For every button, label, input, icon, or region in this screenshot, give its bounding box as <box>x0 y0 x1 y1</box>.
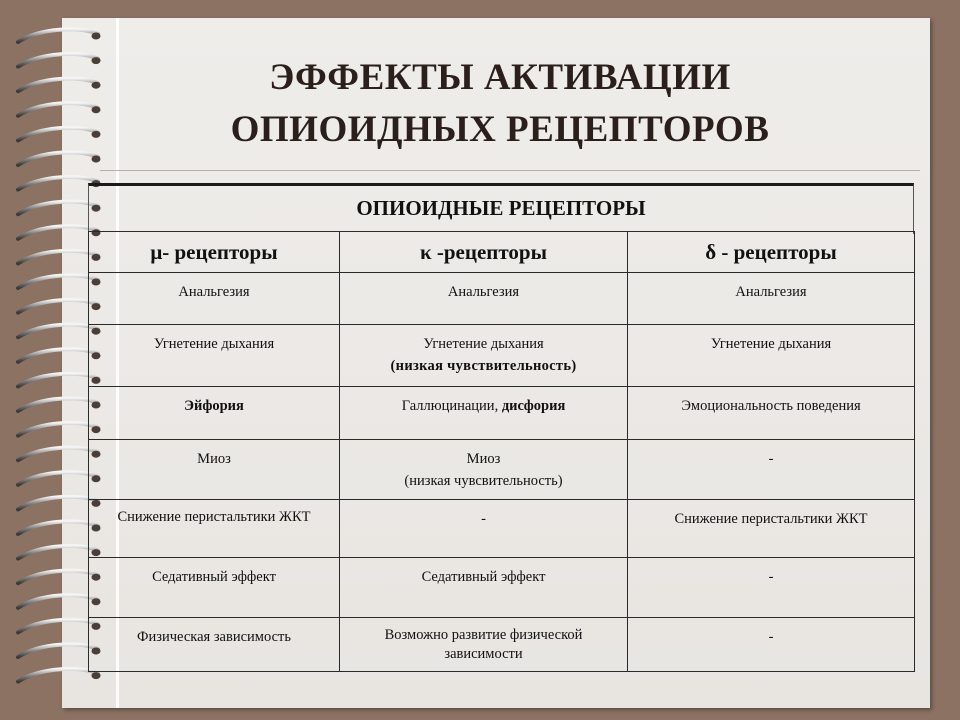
binding-hole <box>92 672 101 679</box>
cell-kappa-text: Миоз <box>466 451 501 467</box>
cell-kappa: Анальгезия <box>340 273 628 325</box>
spiral-coil <box>18 349 98 362</box>
cell-kappa: - <box>340 500 628 558</box>
cell-delta: Эмоциональность поведения <box>628 387 915 440</box>
cell-delta: - <box>628 618 915 672</box>
ruled-line <box>100 170 920 171</box>
binding-hole <box>92 156 101 163</box>
spiral-coil <box>18 275 98 288</box>
cell-mu: Эйфория <box>89 387 340 440</box>
spiral-coil <box>18 448 98 461</box>
cell-kappa-text: Угнетение дыхания <box>423 336 544 352</box>
spiral-coil <box>18 620 98 633</box>
spiral-coil <box>18 521 98 534</box>
table-row <box>89 325 915 387</box>
cell-delta: - <box>628 440 915 500</box>
table-row <box>89 273 915 325</box>
binding-hole <box>92 82 101 89</box>
cell-kappa <box>340 440 628 500</box>
table-row <box>89 500 915 558</box>
spiral-coil <box>18 595 98 608</box>
cell-kappa <box>340 325 628 387</box>
cell-mu: Седативный эффект <box>89 558 340 618</box>
slide-title <box>150 52 850 156</box>
spiral-coil <box>18 644 98 657</box>
cell-kappa: Седативный эффект <box>340 558 628 618</box>
cell-mu: Физическая зависимость <box>89 618 340 672</box>
title-line-1: ЭФФЕКТЫ АКТИВАЦИИ <box>269 57 731 98</box>
cell-kappa-text-a: Галлюцинации, <box>401 398 502 414</box>
spiral-coil <box>18 669 98 682</box>
table-header-label: ОПИОИДНЫЕ РЕЦЕПТОРЫ <box>356 196 646 220</box>
spiral-coil <box>18 251 98 264</box>
binding-hole <box>92 106 101 113</box>
cell-kappa <box>340 387 628 440</box>
spiral-coil <box>18 546 98 559</box>
binding-hole <box>92 131 101 138</box>
cell-delta: Снижение перистальтики ЖКТ <box>628 500 915 558</box>
cell-kappa: Возможно развитие физической зависимости <box>340 618 628 672</box>
table-row <box>89 387 915 440</box>
cell-delta: Угнетение дыхания <box>628 325 915 387</box>
binding-hole <box>92 57 101 64</box>
cell-delta: Анальгезия <box>628 273 915 325</box>
cell-mu: Снижение перистальтики ЖКТ <box>89 500 340 558</box>
spiral-coil <box>18 497 98 510</box>
spiral-coil <box>18 374 98 387</box>
column-header-kappa: κ -рецепторы <box>340 232 628 273</box>
spiral-coil <box>18 571 98 584</box>
binding-hole <box>92 33 101 40</box>
column-header-mu: μ- рецепторы <box>89 232 340 273</box>
cell-mu: Миоз <box>89 440 340 500</box>
spiral-coil <box>18 177 98 190</box>
spiral-coil <box>18 325 98 338</box>
spiral-coil <box>18 300 98 313</box>
spiral-coil <box>18 226 98 239</box>
table-row <box>89 558 915 618</box>
spiral-coil <box>18 54 98 67</box>
table-row <box>89 440 915 500</box>
spiral-coil <box>18 398 98 411</box>
spiral-coil <box>18 79 98 92</box>
title-line-2: ОПИОИДНЫХ РЕЦЕПТОРОВ <box>230 109 770 150</box>
spiral-coil <box>18 128 98 141</box>
table-header <box>88 183 914 234</box>
spiral-coil <box>18 103 98 116</box>
spiral-coil <box>18 152 98 165</box>
spiral-coil <box>18 202 98 215</box>
spiral-coil <box>18 472 98 485</box>
column-header-delta: δ - рецепторы <box>628 232 915 273</box>
cell-kappa-text-b: дисфория <box>501 398 566 414</box>
cell-mu: Угнетение дыхания <box>89 325 340 387</box>
cell-kappa-note: (низкая чувсвительность) <box>404 473 563 489</box>
spiral-coil <box>18 29 98 42</box>
receptor-effects-table <box>88 231 915 672</box>
cell-kappa-note: (низкая чувствительность) <box>390 358 577 374</box>
cell-delta: - <box>628 558 915 618</box>
cell-mu: Анальгезия <box>89 273 340 325</box>
table-row <box>89 618 915 672</box>
spiral-coil <box>18 423 98 436</box>
